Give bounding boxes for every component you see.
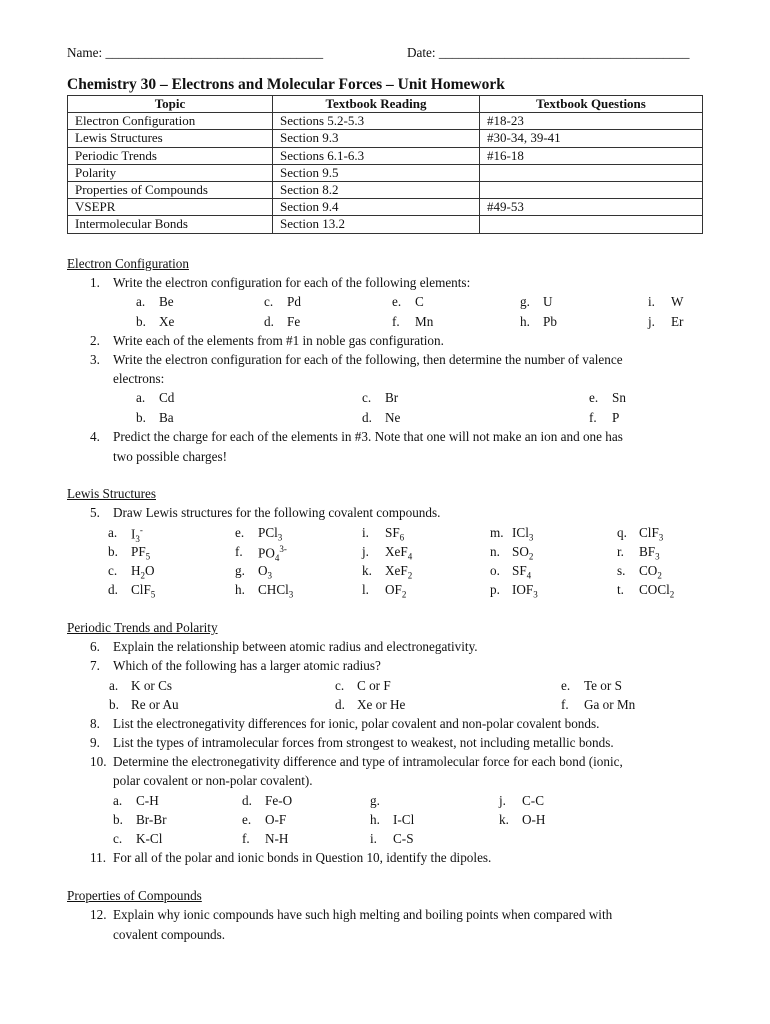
question-9: List the types of intramolecular forces from strongest to weakest, not including metallic bonds.	[113, 735, 614, 750]
item-value: Xe	[159, 314, 175, 329]
table-cell: Intermolecular Bonds	[68, 216, 273, 233]
item-letter: j.	[362, 544, 369, 559]
formula-base: XeF	[385, 563, 408, 578]
question-12-line-2: covalent compounds.	[113, 927, 226, 942]
item-value: Xe or He	[357, 697, 406, 712]
table-cell: VSEPR	[68, 199, 273, 216]
formula-base: H	[131, 563, 141, 578]
item-letter: j.	[648, 314, 655, 329]
formula-charge: -	[139, 525, 143, 535]
item-value: C-S	[393, 831, 414, 846]
question-5: Draw Lewis structures for the following covalent compounds.	[113, 505, 441, 520]
item-value: K or Cs	[131, 678, 173, 693]
formula-base: PO	[258, 545, 275, 561]
compound-formula	[131, 564, 155, 581]
question-3-line-2: electrons:	[113, 371, 165, 386]
table-cell: Section 13.2	[273, 216, 480, 233]
item-value: Ga or Mn	[584, 697, 636, 712]
compound-formula	[385, 545, 412, 562]
item-value: Br-Br	[136, 812, 167, 827]
formula-subscript: 6	[399, 532, 405, 543]
formula-subscript: 3	[655, 551, 660, 562]
formula-subscript: 3	[533, 589, 538, 600]
formula-base: CO	[639, 563, 658, 578]
item-letter: e.	[589, 390, 599, 405]
item-value: Ba	[159, 410, 174, 425]
compound-formula	[512, 545, 533, 562]
item-value: Er	[671, 314, 684, 329]
item-letter: h.	[235, 582, 245, 597]
formula-base: I	[131, 526, 136, 542]
section-heading-electron-configuration: Electron Configuration	[67, 256, 189, 271]
formula-subscript: 2	[657, 570, 662, 581]
compound-formula	[258, 564, 272, 581]
table-row	[68, 216, 703, 233]
formula-subscript: 4	[407, 551, 413, 562]
question-10-line-1: Determine the electronegativity difference and type of intramolecular force for each bond (ionic,	[113, 754, 623, 769]
compound-formula	[131, 526, 143, 544]
item-value: Mn	[415, 314, 434, 329]
item-value: I-Cl	[393, 812, 415, 827]
item-letter: d.	[108, 582, 118, 597]
table-row	[68, 164, 703, 181]
question-12-line-1: Explain why ionic compounds have such high melting and boiling points when compared with	[113, 907, 613, 922]
compound-formula	[639, 583, 674, 600]
table-cell: #30-34, 39-41	[480, 130, 703, 147]
item-value: Re or Au	[131, 697, 179, 712]
formula-subscript: 3	[288, 589, 294, 600]
question-number: 7.	[90, 658, 100, 673]
compound-formula	[639, 545, 660, 562]
table-header: Textbook Questions	[480, 96, 703, 113]
item-letter: j.	[499, 793, 506, 808]
question-number: 1.	[90, 275, 100, 290]
item-value: P	[612, 410, 620, 425]
table-cell	[480, 181, 703, 198]
item-letter: d.	[362, 410, 372, 425]
table-row	[68, 199, 703, 216]
formula-base: SF	[512, 563, 527, 578]
page-title: Chemistry 30 – Electrons and Molecular Forces – Unit Homework	[67, 76, 505, 93]
compound-formula	[131, 583, 155, 600]
item-value: C	[415, 294, 424, 309]
item-letter: p.	[490, 582, 500, 597]
item-letter: a.	[109, 678, 119, 693]
item-letter: f.	[392, 314, 400, 329]
item-letter: e.	[561, 678, 571, 693]
compound-formula	[258, 583, 293, 600]
name-field[interactable]: Name: _________________________________	[67, 45, 324, 60]
formula-base: PF	[131, 544, 146, 559]
item-letter: f.	[589, 410, 597, 425]
table-cell: Section 8.2	[273, 181, 480, 198]
item-letter: l.	[362, 582, 369, 597]
item-letter: q.	[617, 525, 627, 540]
table-cell: Sections 5.2-5.3	[273, 113, 480, 130]
item-value: Pb	[543, 314, 557, 329]
item-letter: i.	[370, 831, 377, 846]
formula-base: ClF	[639, 525, 659, 540]
table-cell: #16-18	[480, 147, 703, 164]
item-letter: a.	[113, 793, 123, 808]
item-value: U	[543, 294, 553, 309]
item-letter: g.	[235, 563, 245, 578]
item-letter: c.	[362, 390, 372, 405]
formula-base: CHCl	[258, 582, 289, 597]
date-field[interactable]: Date: ______________________________________	[407, 45, 690, 60]
reading-table	[67, 95, 703, 234]
item-letter: d.	[264, 314, 274, 329]
question-8: List the electronegativity differences for ionic, polar covalent and non-polar covalent bonds.	[113, 716, 600, 731]
item-letter: m.	[490, 525, 504, 540]
formula-base: PCl	[258, 525, 278, 540]
item-letter: b.	[109, 697, 119, 712]
section-heading-periodic-trends: Periodic Trends and Polarity	[67, 620, 218, 635]
formula-subscript: 3	[135, 534, 140, 545]
table-header-row	[68, 96, 703, 113]
table-header: Topic	[68, 96, 273, 113]
formula-subscript: 2	[528, 551, 534, 562]
item-value: Be	[159, 294, 174, 309]
item-letter: s.	[617, 563, 626, 578]
item-letter: i.	[362, 525, 369, 540]
item-letter: k.	[362, 563, 372, 578]
formula-subscript: 3	[658, 532, 664, 543]
item-letter: f.	[242, 831, 250, 846]
question-7: Which of the following has a larger atomic radius?	[113, 658, 381, 673]
item-value: W	[671, 294, 684, 309]
item-letter: r.	[617, 544, 624, 559]
question-3-line-1: Write the electron configuration for each of the following, then determine the number of valence	[113, 352, 623, 367]
question-number: 5.	[90, 505, 100, 520]
formula-base: SF	[385, 525, 400, 540]
item-value: N-H	[265, 831, 289, 846]
table-cell: Section 9.5	[273, 164, 480, 181]
question-number: 8.	[90, 716, 100, 731]
compound-formula	[639, 564, 662, 581]
table-row	[68, 147, 703, 164]
compound-formula	[131, 545, 150, 562]
item-letter: e.	[242, 812, 252, 827]
item-letter: b.	[136, 410, 146, 425]
item-letter: c.	[335, 678, 345, 693]
item-letter: h.	[520, 314, 530, 329]
item-letter: e.	[392, 294, 402, 309]
table-cell: Section 9.4	[273, 199, 480, 216]
item-letter: f.	[235, 544, 243, 559]
item-value: O-F	[265, 812, 287, 827]
compound-formula	[385, 583, 406, 600]
table-cell	[480, 216, 703, 233]
formula-subscript: 2	[407, 570, 413, 581]
question-6: Explain the relationship between atomic radius and electronegativity.	[113, 639, 478, 654]
item-value: K-Cl	[136, 831, 163, 846]
item-letter: f.	[561, 697, 569, 712]
item-letter: i.	[648, 294, 655, 309]
question-number: 3.	[90, 352, 100, 367]
formula-base: ICl	[512, 525, 529, 540]
compound-formula	[258, 526, 282, 543]
item-letter: a.	[136, 390, 146, 405]
item-letter: d.	[242, 793, 252, 808]
formula-base: IOF	[512, 582, 534, 597]
table-row	[68, 113, 703, 130]
item-value: Br	[385, 390, 399, 405]
table-cell	[480, 164, 703, 181]
question-2: Write each of the elements from #1 in noble gas configuration.	[113, 333, 444, 348]
table-cell: Electron Configuration	[68, 113, 273, 130]
item-value: Ne	[385, 410, 401, 425]
table-cell: Section 9.3	[273, 130, 480, 147]
item-letter: g.	[520, 294, 530, 309]
item-letter: b.	[108, 544, 118, 559]
item-letter: c.	[108, 563, 118, 578]
item-letter: c.	[264, 294, 274, 309]
formula-subscript: 2	[140, 570, 146, 581]
formula-base: XeF	[385, 544, 408, 559]
table-cell: Periodic Trends	[68, 147, 273, 164]
table-cell: Polarity	[68, 164, 273, 181]
formula-subscript: 3	[267, 570, 273, 581]
item-letter: a.	[136, 294, 146, 309]
item-letter: n.	[490, 544, 500, 559]
compound-formula	[385, 564, 412, 581]
compound-formula	[512, 526, 533, 543]
formula-base: O	[258, 563, 268, 578]
item-value: Fe-O	[265, 793, 293, 808]
formula-subscript: 3	[277, 532, 283, 543]
question-10-line-2: polar covalent or non-polar covalent).	[113, 773, 313, 788]
item-value: Te or S	[584, 678, 622, 693]
compound-formula	[258, 545, 287, 563]
item-letter: d.	[335, 697, 345, 712]
question-number: 4.	[90, 429, 100, 444]
table-cell: #49-53	[480, 199, 703, 216]
compound-formula	[512, 564, 531, 581]
item-value: Fe	[287, 314, 301, 329]
item-value: Pd	[287, 294, 301, 309]
question-number: 6.	[90, 639, 100, 654]
formula-subscript: 5	[150, 589, 156, 600]
table-header: Textbook Reading	[273, 96, 480, 113]
question-4-line-2: two possible charges!	[113, 449, 228, 464]
item-value: Cd	[159, 390, 175, 405]
question-1: Write the electron configuration for each of the following elements:	[113, 275, 471, 290]
table-cell: Properties of Compounds	[68, 181, 273, 198]
question-number: 10.	[90, 754, 107, 769]
item-letter: h.	[370, 812, 380, 827]
table-cell: Sections 6.1-6.3	[273, 147, 480, 164]
compound-formula	[512, 583, 538, 600]
question-number: 12.	[90, 907, 107, 922]
table-cell: Lewis Structures	[68, 130, 273, 147]
item-letter: e.	[235, 525, 245, 540]
formula-subscript: 4	[274, 553, 280, 564]
item-letter: g.	[370, 793, 380, 808]
item-value: Sn	[612, 390, 626, 405]
formula-base: BF	[639, 544, 656, 559]
table-row	[68, 130, 703, 147]
question-11: For all of the polar and ionic bonds in Question 10, identify the dipoles.	[113, 850, 492, 865]
formula-base: ClF	[131, 582, 151, 597]
item-value: C or F	[357, 678, 391, 693]
formula-charge: 3-	[279, 544, 287, 554]
item-value: C-C	[522, 793, 544, 808]
formula-subscript: 5	[145, 551, 151, 562]
formula-tail: O	[145, 563, 155, 578]
item-letter: c.	[113, 831, 123, 846]
compound-formula	[385, 526, 404, 543]
formula-subscript: 2	[669, 589, 675, 600]
compound-formula	[639, 526, 663, 543]
item-letter: k.	[499, 812, 509, 827]
section-heading-properties-of-compounds: Properties of Compounds	[67, 888, 202, 903]
table-row	[68, 181, 703, 198]
item-value: O-H	[522, 812, 546, 827]
item-letter: b.	[113, 812, 123, 827]
item-letter: b.	[136, 314, 146, 329]
question-number: 11.	[90, 850, 106, 865]
table-cell: #18-23	[480, 113, 703, 130]
formula-subscript: 2	[401, 589, 407, 600]
item-letter: t.	[617, 582, 624, 597]
formula-base: COCl	[639, 582, 670, 597]
question-number: 2.	[90, 333, 100, 348]
item-letter: o.	[490, 563, 500, 578]
item-letter: a.	[108, 525, 118, 540]
question-4-line-1: Predict the charge for each of the elements in #3. Note that one will not make an ion and one has	[113, 429, 623, 444]
section-heading-lewis-structures: Lewis Structures	[67, 486, 156, 501]
item-value: C-H	[136, 793, 159, 808]
formula-base: SO	[512, 544, 529, 559]
formula-subscript: 3	[528, 532, 534, 543]
formula-base: OF	[385, 582, 402, 597]
question-number: 9.	[90, 735, 100, 750]
formula-subscript: 4	[526, 570, 532, 581]
